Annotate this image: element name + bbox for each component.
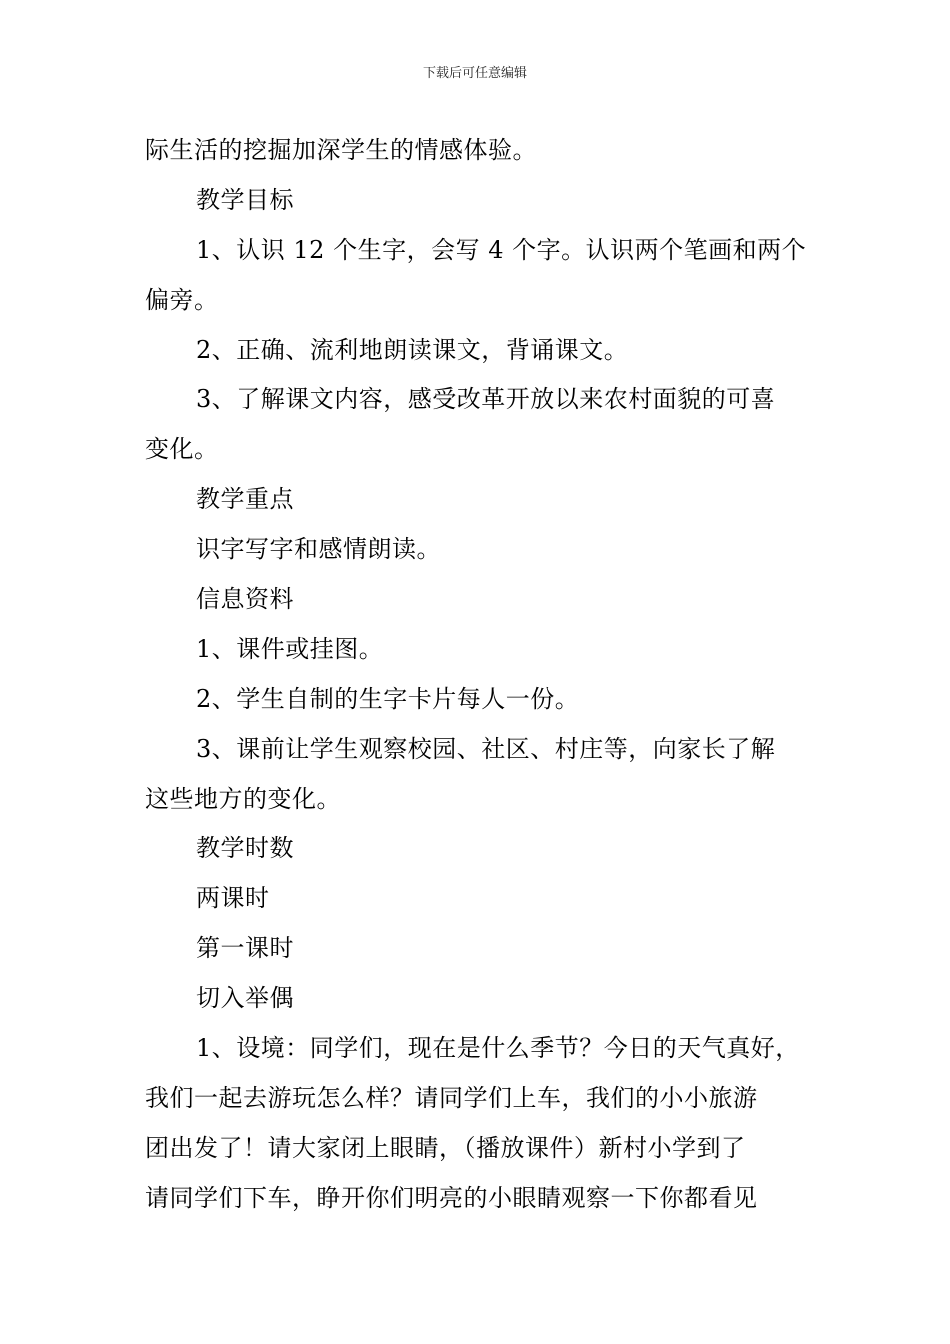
section-heading: 第一课时 xyxy=(196,934,294,963)
text-line: 1、课件或挂图。 xyxy=(196,634,384,663)
section-heading: 切入举偶 xyxy=(196,984,294,1013)
section-heading: 教学重点 xyxy=(196,485,294,514)
text-line: 2、正确、流利地朗读课文，背诵课文。 xyxy=(196,335,629,364)
text-line: 1、设境：同学们，现在是什么季节？今日的天气真好， xyxy=(196,1034,800,1063)
text-line: 团出发了！请大家闭上眼睛，（播放课件）新村小学到了 xyxy=(145,1133,746,1162)
text-line: 请同学们下车，睁开你们明亮的小眼睛观察一下你都看见 xyxy=(145,1183,758,1212)
text-line: 识字写字和感情朗读。 xyxy=(196,535,441,564)
text-line: 2、学生自制的生字卡片每人一份。 xyxy=(196,684,580,713)
text-line: 两课时 xyxy=(196,884,270,913)
text-line: 偏旁。 xyxy=(145,285,219,314)
section-heading: 教学目标 xyxy=(196,185,294,214)
text-line: 3、课前让学生观察校园、社区、村庄等，向家长了解 xyxy=(196,734,776,763)
text-line: 这些地方的变化。 xyxy=(145,784,341,813)
page-header: 下载后可任意编辑 xyxy=(422,66,527,81)
section-heading: 信息资料 xyxy=(196,585,294,614)
document-body xyxy=(145,126,810,1224)
text-line: 变化。 xyxy=(145,435,219,464)
text-line: 际生活的挖掘加深学生的情感体验。 xyxy=(145,136,537,164)
section-heading: 教学时数 xyxy=(196,834,294,863)
text-line: 我们一起去游玩怎么样？请同学们上车，我们的小小旅游 xyxy=(145,1083,758,1112)
text-line: 3、了解课文内容，感受改革开放以来农村面貌的可喜 xyxy=(196,385,776,414)
text-line: 1、认识 12 个生字，会写 4 个字。认识两个笔画和两个 xyxy=(196,235,807,264)
